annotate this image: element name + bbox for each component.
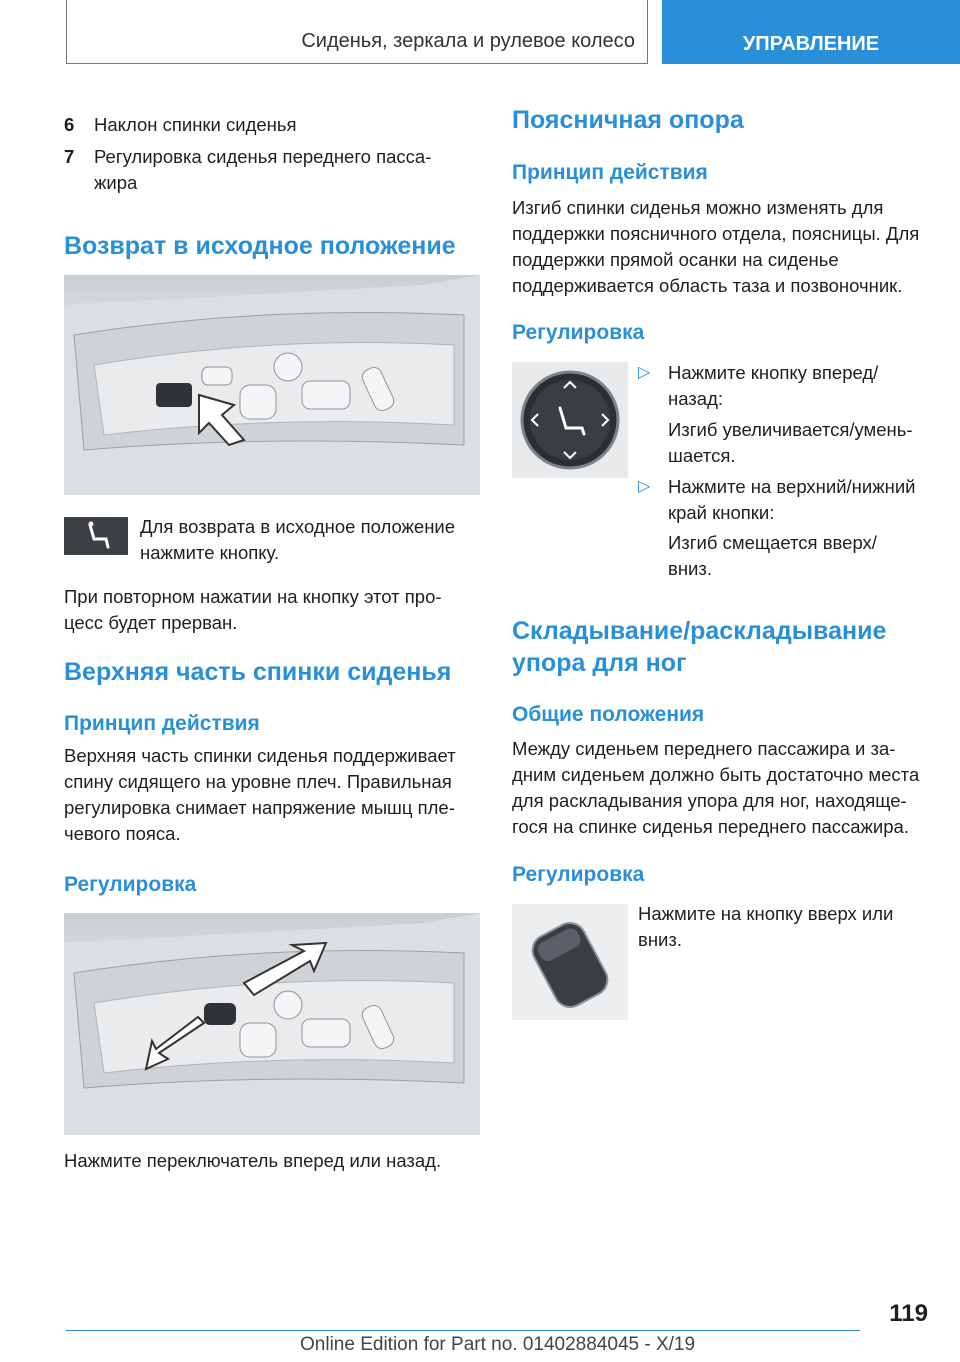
list-item: 7 Регулировка сиденья переднего пасса- жира: [64, 146, 432, 193]
general-text: Между сиденьем переднего пассажира и за- дним сиденьем должно быть достаточно места для раскладывания упора для ног, находяще- гося на спинке сиденья переднего пассажира.: [512, 738, 920, 837]
page-number: 119: [889, 1300, 928, 1327]
bullet-item: ▷ Нажмите кнопку вперед/ назад:: [638, 362, 879, 409]
footrest-button-photo: [512, 904, 628, 1020]
heading-general: Общие положения: [512, 703, 705, 726]
header-box: [66, 0, 648, 64]
triangle-bullet-icon: ▷: [638, 478, 651, 495]
bullet-subtext: Изгиб смещается вверх/ вниз.: [668, 532, 877, 579]
list-item: 6 Наклон спинки сиденья: [64, 114, 297, 135]
footer-divider: [66, 1330, 860, 1331]
upper-backrest-illustration: [64, 913, 480, 1135]
seat-controls-photo-upper: [64, 913, 480, 1135]
heading-adjust-right: Регулировка: [512, 321, 645, 344]
heading-principle-right: Принцип действия: [512, 161, 708, 184]
bullet-item: ▷ Нажмите на верхний/нижний край кнопки:: [638, 476, 916, 523]
edition-footer: Online Edition for Part no. 01402884045 - X/19: [300, 1334, 696, 1355]
adjust-caption-right: Нажмите на кнопку вверх или вниз.: [638, 903, 894, 950]
adjust-caption-left: Нажмите переключатель вперед или назад.: [64, 1150, 442, 1171]
reset-caption: Для возврата в исходное положение нажмите кнопку.: [140, 516, 456, 563]
footrest-button-illustration: [512, 904, 628, 1020]
section-tab[interactable]: УПРАВЛЕНИЕ: [662, 0, 960, 64]
heading-adjust-left: Регулировка: [64, 873, 197, 896]
heading-adjust-right-2: Регулировка: [512, 863, 645, 886]
heading-upper-backrest: Верхняя часть спинки сиденья: [64, 658, 452, 686]
seat-controls-illustration: [64, 275, 480, 495]
principle-text-left: Верхняя часть спинки сиденья поддерживает спину сидящего на уровне плеч. Правильная регулировка снимает напряжение мышц пле- чевого пояса.: [64, 745, 456, 844]
principle-text-right: Изгиб спинки сиденья можно изменять для поддержки поясничного отдела, поясницы. Для поддержки прямой осанки на сиденье поддерживается область таза и позвоночник.: [512, 197, 920, 296]
lumbar-button-photo: [512, 362, 628, 478]
chapter-title: Сиденья, зеркала и рулевое колесо: [301, 30, 635, 52]
lumbar-control-illustration: [512, 362, 628, 478]
triangle-bullet-icon: ▷: [638, 364, 651, 381]
heading-footrest: Складывание/раскладывание упора для ног: [512, 617, 887, 677]
reset-note: При повторном нажатии на кнопку этот про- цесс будет прерван.: [64, 586, 442, 633]
heading-principle-left: Принцип действия: [64, 712, 260, 735]
seat-controls-photo-reset: [64, 275, 480, 495]
heading-reset: Возврат в исходное положение: [64, 232, 456, 260]
heading-lumbar: Поясничная опора: [512, 106, 744, 134]
seat-reset-button-icon: [64, 517, 128, 555]
bullet-subtext: Изгиб увеличивается/умень- шается.: [668, 419, 913, 466]
